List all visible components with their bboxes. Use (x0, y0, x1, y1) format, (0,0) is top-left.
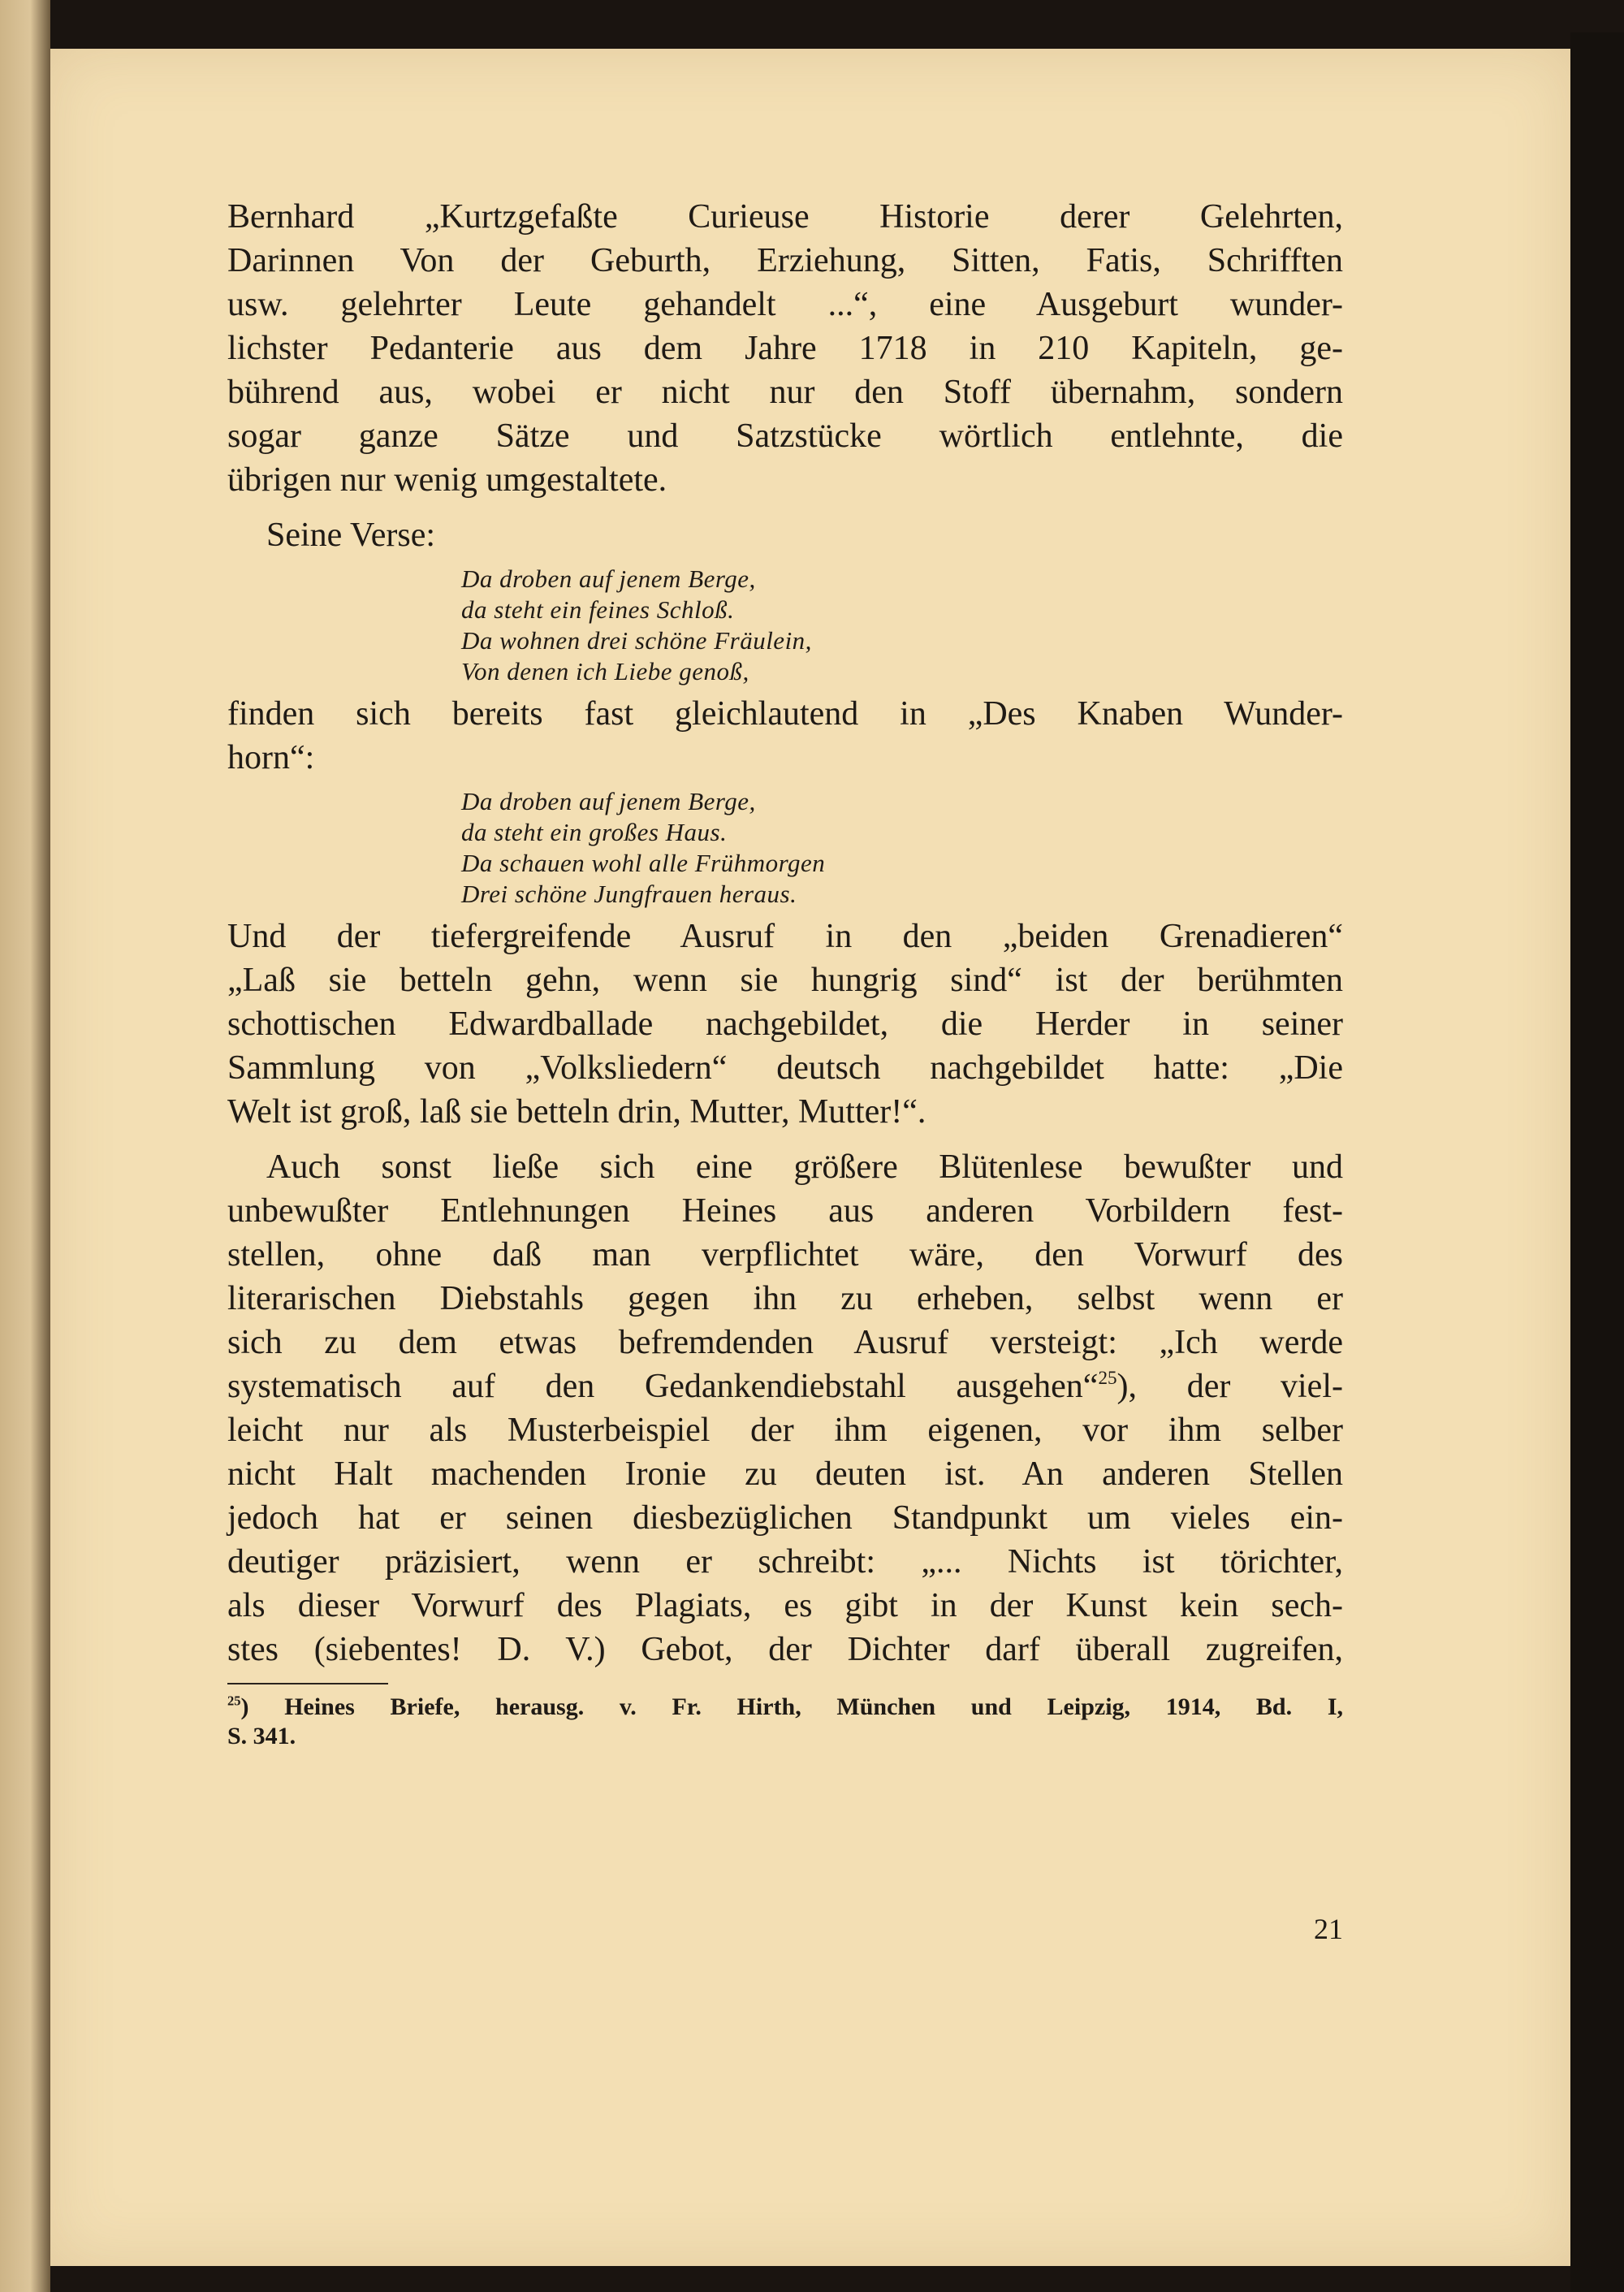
text-line: Auch sonst ließe sich eine größere Blütenlese bewußter und (266, 1148, 1343, 1186)
previous-page-edge (0, 0, 50, 2292)
footnote-line (227, 1693, 1343, 1722)
text-line: finden sich bereits fast gleichlautend in „Des Knaben Wunder- (227, 695, 1343, 733)
page-number: 21 (1314, 1913, 1343, 1945)
footnote-reference[interactable]: 25 (1098, 1366, 1117, 1388)
verse-line: Da droben auf jenem Berge, (461, 564, 756, 593)
text-line: Und der tiefergreifende Ausruf in den „beiden Grenadieren“ (227, 918, 1343, 955)
text-line: Sammlung von „Volksliedern“ deutsch nachgebildet hatte: „Die (227, 1049, 1343, 1087)
text-line: übrigen nur wenig umgestaltete. (227, 461, 667, 499)
verse-line: Da droben auf jenem Berge, (461, 787, 756, 815)
page-text (227, 195, 1343, 1751)
text-line: Welt ist groß, laß sie betteln drin, Mutter, Mutter!“. (227, 1093, 926, 1131)
text-line: unbewußter Entlehnungen Heines aus anderen Vorbildern fest- (227, 1192, 1343, 1230)
text-line: stellen, ohne daß man verpflichtet wäre, den Vorwurf des (227, 1236, 1343, 1274)
verse-block-1 (461, 564, 1343, 687)
text-line: jedoch hat er seinen diesbezüglichen Standpunkt um vieles ein- (227, 1499, 1343, 1537)
text-line: usw. gelehrter Leute gehandelt ...“, eine Ausgeburt wunder- (227, 286, 1343, 323)
footnote-divider (227, 1683, 388, 1684)
paragraph-1 (227, 195, 1343, 502)
text-line: deutiger präzisiert, wenn er schreibt: „... Nichts ist törichter, (227, 1543, 1343, 1581)
text-line: sich zu dem etwas befremdenden Ausruf versteigt: „Ich werde (227, 1324, 1343, 1361)
paragraph-2 (227, 692, 1343, 780)
footnote-marker: 25 (227, 1693, 241, 1709)
verses-intro: Seine Verse: (266, 517, 436, 554)
text-line: als dieser Vorwurf des Plagiats, es gibt in der Kunst kein sech- (227, 1587, 1343, 1624)
verse-block-2 (461, 786, 1343, 910)
text-line: „Laß sie betteln gehn, wenn sie hungrig sind“ ist der berühmten (227, 962, 1343, 999)
footnote-text: ) Heines Briefe, herausg. v. Fr. Hirth, München und Leipzig, 1914, Bd. I, (240, 1693, 1343, 1720)
footnote-line: S. 341. (227, 1723, 296, 1749)
verse-line: da steht ein feines Schloß. (461, 595, 735, 624)
text-line: Darinnen Von der Geburth, Erziehung, Sitten, Fatis, Schrifften (227, 242, 1343, 279)
verse-line: Da wohnen drei schöne Fräulein, (461, 626, 812, 655)
verse-line: Da schauen wohl alle Frühmorgen (461, 849, 826, 877)
footnote (227, 1693, 1343, 1751)
text-line: lichster Pedanterie aus dem Jahre 1718 in 210 Kapiteln, ge- (227, 330, 1343, 367)
text-line: schottischen Edwardballade nachgebildet, die Herder in seiner (227, 1005, 1343, 1043)
text-line: nicht Halt machenden Ironie zu deuten ist. An anderen Stellen (227, 1455, 1343, 1493)
text-line: bührend aus, wobei er nicht nur den Stoff übernahm, sondern (227, 374, 1343, 411)
text-line-with-footnote-ref (227, 1364, 1343, 1408)
verse-line: da steht ein großes Haus. (461, 818, 728, 846)
text-segment: ), der viel- (1116, 1368, 1343, 1405)
paragraph-3 (227, 915, 1343, 1134)
text-segment: systematisch auf den Gedankendiebstahl ausgehen“ (227, 1368, 1099, 1405)
book-binding-edge (1570, 32, 1624, 2292)
text-line: literarischen Diebstahls gegen ihn zu erheben, selbst wenn er (227, 1280, 1343, 1317)
paragraph-4 (227, 1145, 1343, 1671)
verse-line: Drei schöne Jungfrauen heraus. (461, 880, 797, 908)
text-line: horn“: (227, 739, 315, 776)
text-line: stes (siebentes! D. V.) Gebot, der Dichter darf überall zugreifen, (227, 1631, 1343, 1668)
text-line: Bernhard „Kurtzgefaßte Curieuse Historie derer Gelehrten, (227, 198, 1343, 236)
verse-line: Von denen ich Liebe genoß, (461, 657, 749, 685)
text-line: sogar ganze Sätze und Satzstücke wörtlich entlehnte, die (227, 417, 1343, 455)
text-line: leicht nur als Musterbeispiel der ihm eigenen, vor ihm selber (227, 1412, 1343, 1449)
